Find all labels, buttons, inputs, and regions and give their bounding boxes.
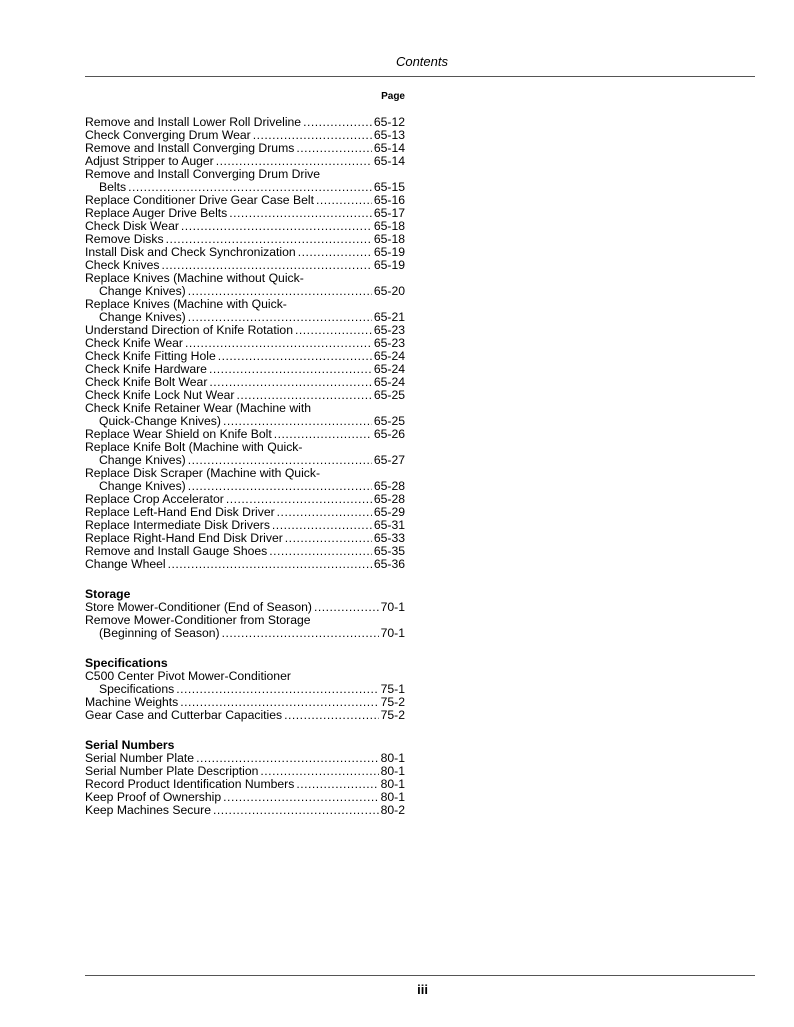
toc-entry-title: Remove and Install Gauge Shoes	[85, 544, 268, 558]
toc-entry-page: 65-15	[373, 180, 405, 194]
toc-entry-page: 65-18	[373, 232, 405, 246]
toc-entry-title: Check Knife Bolt Wear	[85, 375, 208, 389]
dot-leader	[176, 683, 378, 696]
toc-entry-title: Replace Right-Hand End Disk Driver	[85, 531, 283, 545]
header-rule	[85, 76, 755, 77]
toc-entry-page: 65-12	[373, 115, 405, 129]
toc-entry-page: 65-33	[373, 531, 405, 545]
toc-entry-page: 65-28	[373, 479, 405, 493]
toc-entry-page: 65-27	[373, 453, 405, 467]
dot-leader	[223, 791, 378, 804]
toc-entry-title: (Beginning of Season)	[99, 626, 220, 640]
toc-entry-title: Change Knives)	[99, 310, 186, 324]
dot-leader	[314, 601, 379, 614]
toc-entry-page: 65-24	[373, 349, 405, 363]
toc-entry[interactable]	[85, 614, 405, 640]
toc-entry-page: 65-16	[373, 193, 405, 207]
toc-entry-title: Replace Conditioner Drive Gear Case Belt	[85, 193, 314, 207]
toc-entry-line	[85, 627, 405, 640]
toc-entry-line	[85, 709, 405, 722]
dot-leader	[284, 709, 378, 722]
page-column-label: Page	[381, 91, 405, 102]
toc-entry[interactable]	[85, 804, 405, 817]
toc-entry-page: 80-1	[380, 790, 405, 804]
toc-entry[interactable]	[85, 709, 405, 722]
toc-entry-title: Check Knife Wear	[85, 336, 183, 350]
toc-entry-page: 65-26	[373, 427, 405, 441]
toc-entry-page: 65-24	[373, 375, 405, 389]
toc-entry-page: 70-1	[380, 600, 405, 614]
toc-entry-title: Remove and Install Converging Drum Drive	[85, 167, 321, 181]
toc-entry-title: Belts	[99, 180, 127, 194]
toc-entry-title: Install Disk and Check Synchronization	[85, 245, 296, 259]
toc-entry-page: 65-31	[373, 518, 405, 532]
toc-entry-page: 65-21	[373, 310, 405, 324]
toc-entry-title: Check Converging Drum Wear	[85, 128, 251, 142]
toc-entry-page: 65-19	[373, 245, 405, 259]
toc-entry[interactable]	[85, 670, 405, 696]
toc-entry-page: 65-14	[373, 154, 405, 168]
toc-entry-title: Store Mower-Conditioner (End of Season)	[85, 600, 312, 614]
toc-entry-title: Replace Knives (Machine without Quick-	[85, 271, 304, 285]
toc-entry-page: 70-1	[380, 626, 405, 640]
dot-leader	[218, 350, 372, 363]
toc-entry-title: Replace Knife Bolt (Machine with Quick-	[85, 440, 303, 454]
toc-entry-title: Check Knives	[85, 258, 160, 272]
toc-entry[interactable]	[85, 298, 405, 324]
toc-entry-title: Change Knives)	[99, 453, 186, 467]
toc-entry-title: Check Knife Fitting Hole	[85, 349, 216, 363]
toc-entry-page: 65-18	[373, 219, 405, 233]
dot-leader	[229, 207, 372, 220]
toc-entry-page: 65-29	[373, 505, 405, 519]
toc-entry-page: 65-23	[373, 336, 405, 350]
toc-entry-title: Change Knives)	[99, 479, 186, 493]
toc-entry-page: 65-35	[373, 544, 405, 558]
toc-entry-page: 75-2	[380, 695, 405, 709]
toc-entry-page: 65-25	[373, 388, 405, 402]
toc-entry-title: Keep Proof of Ownership	[85, 790, 222, 804]
toc-entry-title: Quick-Change Knives)	[99, 414, 221, 428]
toc-entry-line	[85, 168, 405, 181]
dot-leader	[285, 532, 372, 545]
toc-entry-page: 75-2	[380, 708, 405, 722]
section-heading: Serial Numbers	[85, 738, 175, 752]
toc-entry-title: Replace Knives (Machine with Quick-	[85, 297, 287, 311]
toc-entry-title: Check Knife Lock Nut Wear	[85, 388, 235, 402]
toc-entry-page: 80-2	[380, 803, 405, 817]
toc-entry-title: Replace Intermediate Disk Drivers	[85, 518, 270, 532]
section-heading: Specifications	[85, 656, 168, 670]
toc-entry-title: Remove Mower-Conditioner from Storage	[85, 613, 311, 627]
section-heading: Storage	[85, 587, 131, 601]
dot-leader	[222, 627, 379, 640]
footer-rule	[85, 975, 755, 976]
toc-entry-page: 65-19	[373, 258, 405, 272]
footer-page-number: iii	[417, 982, 428, 997]
dot-leader	[303, 116, 372, 129]
toc-entry-title: Remove Disks	[85, 232, 164, 246]
toc-entry-title: Remove and Install Lower Roll Driveline	[85, 115, 302, 129]
toc-entry-title: Specifications	[99, 682, 175, 696]
toc-entry-title: Replace Crop Accelerator	[85, 492, 224, 506]
dot-leader	[272, 519, 372, 532]
toc-entry-page: 80-1	[380, 777, 405, 791]
running-header-title: Contents	[395, 54, 448, 69]
dot-leader	[316, 194, 372, 207]
toc-entry-page: 75-1	[380, 682, 405, 696]
toc-entry-title: Replace Auger Drive Belts	[85, 206, 228, 220]
toc-entry-title: Gear Case and Cutterbar Capacities	[85, 708, 283, 722]
toc-entry-line	[85, 558, 405, 571]
toc-entry-page: 65-17	[373, 206, 405, 220]
toc-entry-title: Machine Weights	[85, 695, 179, 709]
toc-entry-page: 65-25	[373, 414, 405, 428]
toc-entry-page: 65-23	[373, 323, 405, 337]
toc-entry-title: Replace Left-Hand End Disk Driver	[85, 505, 275, 519]
toc-entry-title: C500 Center Pivot Mower-Conditioner	[85, 669, 291, 683]
toc-entry-title: Understand Direction of Knife Rotation	[85, 323, 293, 337]
toc-entry-title: Record Product Identification Numbers	[85, 777, 295, 791]
toc-entry-line	[85, 804, 405, 817]
dot-leader	[181, 220, 372, 233]
toc-entry[interactable]	[85, 402, 405, 428]
toc-entry-title: Keep Machines Secure	[85, 803, 212, 817]
toc-entry-title: Replace Wear Shield on Knife Bolt	[85, 427, 272, 441]
toc-entry-title: Change Wheel	[85, 557, 166, 571]
dot-leader	[269, 545, 372, 558]
dot-leader	[298, 246, 372, 259]
toc-entry-page: 80-1	[380, 764, 405, 778]
toc-entry-title: Change Knives)	[99, 284, 186, 298]
toc-entry-page: 65-24	[373, 362, 405, 376]
toc-entry-page: 65-36	[373, 557, 405, 571]
dot-leader	[295, 324, 372, 337]
toc-entry-page: 65-14	[373, 141, 405, 155]
toc-entry-page: 65-13	[373, 128, 405, 142]
toc-entry-title: Check Knife Hardware	[85, 362, 207, 376]
toc-entry-page: 80-1	[380, 751, 405, 765]
toc-entry-title: Check Knife Retainer Wear (Machine with	[85, 401, 312, 415]
toc-entry-title: Replace Disk Scraper (Machine with Quick-	[85, 466, 321, 480]
toc-entry-title: Adjust Stripper to Auger	[85, 154, 214, 168]
toc-entry-title: Remove and Install Converging Drums	[85, 141, 295, 155]
toc-entry-title: Check Disk Wear	[85, 219, 179, 233]
toc-entry-page: 65-20	[373, 284, 405, 298]
toc-entry[interactable]	[85, 558, 405, 571]
toc-entry[interactable]	[85, 441, 405, 467]
dot-leader	[213, 804, 379, 817]
dot-leader	[296, 142, 372, 155]
toc-entry-page: 65-28	[373, 492, 405, 506]
toc-entry[interactable]	[85, 272, 405, 298]
table-of-contents	[85, 116, 405, 817]
dot-leader	[277, 506, 372, 519]
dot-leader	[168, 558, 372, 571]
toc-entry[interactable]	[85, 467, 405, 493]
toc-entry-title: Serial Number Plate	[85, 751, 195, 765]
dot-leader	[296, 778, 378, 791]
toc-entry-title: Serial Number Plate Description	[85, 764, 259, 778]
dot-leader	[209, 363, 372, 376]
toc-entry[interactable]	[85, 168, 405, 194]
